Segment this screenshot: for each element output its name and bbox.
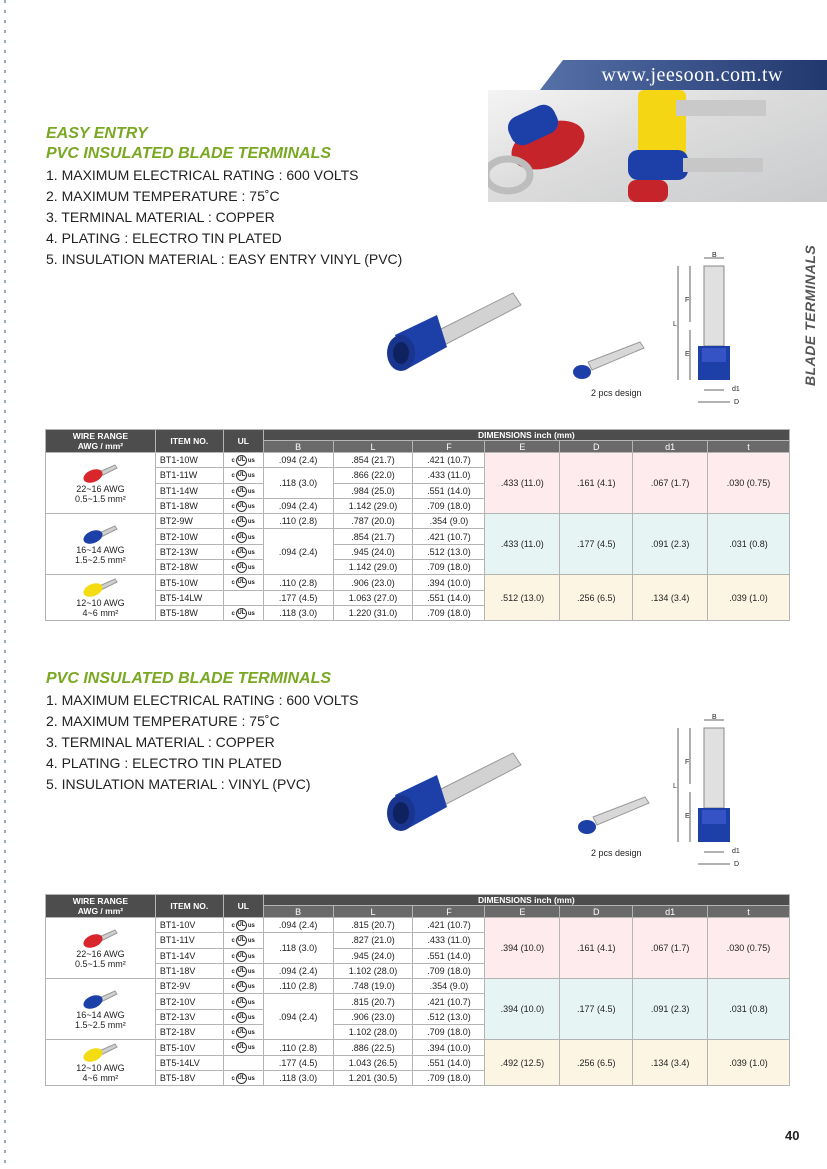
t-cell: .039 (1.0) (708, 575, 790, 621)
l-cell: .815 (20.7) (333, 918, 413, 933)
spec-table-standard (45, 894, 790, 1086)
d1-cell: .067 (1.7) (633, 918, 708, 979)
b-cell: .118 (3.0) (263, 1070, 333, 1085)
mm-range: 4~6 mm² (82, 608, 119, 619)
wire-range-cell (46, 453, 156, 514)
item-no-cell: BT1-11W (155, 468, 223, 483)
ul-listed-icon: c UL us (231, 1075, 255, 1083)
item-no-cell: BT2-10V (155, 994, 223, 1009)
header-f: F (413, 441, 485, 453)
item-no-cell: BT2-9W (155, 514, 223, 529)
spec-item: 5. INSULATION MATERIAL : EASY ENTRY VINYL (PVC) (46, 251, 403, 267)
two-piece-terminal-image (575, 795, 655, 845)
spec-item: 1. MAXIMUM ELECTRICAL RATING : 600 VOLTS (46, 692, 359, 708)
header-e: E (485, 441, 560, 453)
ul-cell (223, 514, 263, 529)
yellow-terminal-icon (81, 577, 119, 597)
ul-cell (223, 483, 263, 498)
header-d1: d1 (633, 441, 708, 453)
ul-listed-icon: c UL us (231, 610, 255, 618)
ul-listed-icon: c UL us (231, 548, 255, 556)
ul-cell (223, 605, 263, 620)
two-piece-caption: 2 pcs design (591, 848, 642, 858)
ul-listed-icon: c UL us (231, 564, 255, 572)
ul-listed-icon: c UL us (231, 1044, 255, 1052)
header-ul: UL (223, 895, 263, 918)
b-cell: .177 (4.5) (263, 590, 333, 605)
d-cell: .256 (6.5) (560, 1040, 633, 1086)
item-no-cell: BT5-18W (155, 605, 223, 620)
wire-range-cell (46, 514, 156, 575)
ul-cell (223, 1025, 263, 1040)
e-cell: .492 (12.5) (485, 1040, 560, 1086)
d1-cell: .134 (3.4) (633, 1040, 708, 1086)
spec-item: 2. MAXIMUM TEMPERATURE : 75˚C (46, 713, 280, 729)
l-cell: 1.043 (26.5) (333, 1055, 413, 1070)
b-cell: .094 (2.4) (263, 994, 333, 1040)
f-cell: .512 (13.0) (413, 1009, 485, 1024)
header-d1: d1 (633, 906, 708, 918)
header-dimensions: DIMENSIONS inch (mm) (263, 895, 789, 906)
b-cell: .177 (4.5) (263, 1055, 333, 1070)
e-cell: .394 (10.0) (485, 979, 560, 1040)
d-cell: .177 (4.5) (560, 514, 633, 575)
ul-listed-icon: c UL us (231, 1013, 255, 1021)
wire-range-cell (46, 979, 156, 1040)
wire-range-cell (46, 575, 156, 621)
d1-cell: .091 (2.3) (633, 979, 708, 1040)
f-cell: .551 (14.0) (413, 1055, 485, 1070)
f-cell: .433 (11.0) (413, 933, 485, 948)
ul-listed-icon: c UL us (231, 1029, 255, 1037)
item-no-cell: BT1-14V (155, 948, 223, 963)
item-no-cell: BT2-9V (155, 979, 223, 994)
header-b: B (263, 441, 333, 453)
ul-cell (223, 979, 263, 994)
ul-cell (223, 453, 263, 468)
d-cell: .161 (4.1) (560, 453, 633, 514)
b-cell: .110 (2.8) (263, 575, 333, 590)
f-cell: .551 (14.0) (413, 483, 485, 498)
dim-b-label: B (712, 714, 717, 721)
awg-range: 12~10 AWG (76, 598, 125, 609)
l-cell: 1.142 (29.0) (333, 560, 413, 575)
section1-title: PVC INSULATED BLADE TERMINALS (46, 145, 332, 162)
page-number: 40 (785, 1128, 800, 1143)
header-f: F (413, 906, 485, 918)
table-row (46, 514, 790, 529)
spec-table-easy-entry (45, 429, 790, 621)
spec-item: 4. PLATING : ELECTRO TIN PLATED (46, 230, 282, 246)
l-cell: 1.063 (27.0) (333, 590, 413, 605)
b-cell: .094 (2.4) (263, 963, 333, 978)
mm-range: 1.5~2.5 mm² (75, 554, 126, 565)
item-no-cell: BT1-10V (155, 918, 223, 933)
website-banner (540, 60, 827, 90)
b-cell: .094 (2.4) (263, 918, 333, 933)
d-cell: .161 (4.1) (560, 918, 633, 979)
header-d: D (560, 441, 633, 453)
b-cell: .110 (2.8) (263, 514, 333, 529)
two-piece-caption: 2 pcs design (591, 388, 642, 398)
f-cell: .709 (18.0) (413, 560, 485, 575)
item-no-cell: BT2-18W (155, 560, 223, 575)
f-cell: .354 (9.0) (413, 514, 485, 529)
ul-cell (223, 529, 263, 544)
table-row (46, 918, 790, 933)
f-cell: .421 (10.7) (413, 918, 485, 933)
dimension-diagram (668, 712, 758, 877)
item-no-cell: BT5-10W (155, 575, 223, 590)
dim-f-label: F (685, 759, 690, 766)
l-cell: .787 (20.0) (333, 514, 413, 529)
f-cell: .709 (18.0) (413, 605, 485, 620)
awg-range: 12~10 AWG (76, 1063, 125, 1074)
item-no-cell: BT1-18V (155, 963, 223, 978)
ul-cell (223, 1009, 263, 1024)
f-cell: .709 (18.0) (413, 498, 485, 513)
blue-terminal-icon (81, 989, 119, 1009)
e-cell: .433 (11.0) (485, 514, 560, 575)
table-row (46, 575, 790, 590)
f-cell: .421 (10.7) (413, 994, 485, 1009)
header-t: t (708, 441, 790, 453)
header-dimensions: DIMENSIONS inch (mm) (263, 430, 789, 441)
f-cell: .709 (18.0) (413, 1070, 485, 1085)
f-cell: .421 (10.7) (413, 453, 485, 468)
f-cell: .394 (10.0) (413, 1040, 485, 1055)
item-no-cell: BT2-13W (155, 544, 223, 559)
website-url[interactable]: www.jeesoon.com.tw (601, 64, 783, 86)
f-cell: .512 (13.0) (413, 544, 485, 559)
ul-listed-icon: c UL us (231, 952, 255, 960)
item-no-cell: BT5-14LW (155, 590, 223, 605)
ul-cell (223, 994, 263, 1009)
l-cell: .906 (23.0) (333, 575, 413, 590)
ul-cell (223, 544, 263, 559)
b-cell: .118 (3.0) (263, 468, 333, 499)
dim-l-label: L (673, 321, 677, 328)
ul-listed-icon: c UL us (231, 922, 255, 930)
l-cell: .866 (22.0) (333, 468, 413, 483)
d1-cell: .134 (3.4) (633, 575, 708, 621)
l-cell: .906 (23.0) (333, 1009, 413, 1024)
dim-d-label: D (734, 399, 740, 406)
e-cell: .394 (10.0) (485, 918, 560, 979)
header-d: D (560, 906, 633, 918)
dim-d-label: D (734, 861, 740, 868)
header-t: t (708, 906, 790, 918)
f-cell: .551 (14.0) (413, 948, 485, 963)
red-terminal-icon (81, 928, 119, 948)
b-cell: .094 (2.4) (263, 453, 333, 468)
header-e: E (485, 906, 560, 918)
ul-cell (223, 468, 263, 483)
ul-listed-icon: c UL us (231, 457, 255, 465)
dim-e-label: E (685, 813, 690, 820)
mm-range: 0.5~1.5 mm² (75, 958, 126, 969)
awg-range: 16~14 AWG (76, 1009, 125, 1020)
spec-item: 1. MAXIMUM ELECTRICAL RATING : 600 VOLTS (46, 167, 359, 183)
dim-d1-label: d1 (732, 386, 740, 393)
product-photo (488, 90, 827, 202)
ul-cell (223, 918, 263, 933)
header-ul: UL (223, 430, 263, 453)
l-cell: 1.102 (28.0) (333, 963, 413, 978)
blue-terminal-icon (81, 524, 119, 544)
item-no-cell: BT1-11V (155, 933, 223, 948)
spec-item: 3. TERMINAL MATERIAL : COPPER (46, 209, 275, 225)
e-cell: .512 (13.0) (485, 575, 560, 621)
b-cell: .094 (2.4) (263, 498, 333, 513)
header-wire-range: WIRE RANGE AWG / mm² (46, 430, 156, 453)
two-piece-terminal-image (570, 340, 650, 390)
header-l: L (333, 441, 413, 453)
dimension-diagram (668, 250, 758, 415)
header-b: B (263, 906, 333, 918)
f-cell: .394 (10.0) (413, 575, 485, 590)
blade-terminal-image (385, 285, 535, 390)
blade-terminal-image (385, 745, 535, 850)
table-row (46, 453, 790, 468)
spec-item: 4. PLATING : ELECTRO TIN PLATED (46, 755, 282, 771)
section1-spec-list (46, 165, 402, 270)
wire-range-cell (46, 918, 156, 979)
yellow-terminal-icon (81, 1042, 119, 1062)
b-cell: .118 (3.0) (263, 605, 333, 620)
b-cell: .094 (2.4) (263, 529, 333, 575)
e-cell: .433 (11.0) (485, 453, 560, 514)
spec-item: 5. INSULATION MATERIAL : VINYL (PVC) (46, 776, 311, 792)
ul-cell (223, 1040, 263, 1055)
f-cell: .421 (10.7) (413, 529, 485, 544)
l-cell: .854 (21.7) (333, 529, 413, 544)
ul-listed-icon: c UL us (231, 983, 255, 991)
d1-cell: .091 (2.3) (633, 514, 708, 575)
ul-cell (223, 933, 263, 948)
ul-listed-icon: c UL us (231, 533, 255, 541)
ul-listed-icon: c UL us (231, 503, 255, 511)
dim-b-label: B (712, 252, 717, 259)
table-row (46, 979, 790, 994)
ul-cell (223, 498, 263, 513)
binding-holes (4, 0, 6, 1169)
d-cell: .177 (4.5) (560, 979, 633, 1040)
l-cell: .886 (22.5) (333, 1040, 413, 1055)
l-cell: .748 (19.0) (333, 979, 413, 994)
mm-range: 4~6 mm² (82, 1073, 119, 1084)
t-cell: .039 (1.0) (708, 1040, 790, 1086)
ul-listed-icon: c UL us (231, 998, 255, 1006)
ul-cell (223, 1055, 263, 1070)
l-cell: .854 (21.7) (333, 453, 413, 468)
table-row (46, 1040, 790, 1055)
ul-listed-icon: c UL us (231, 487, 255, 495)
ul-cell (223, 590, 263, 605)
ul-cell (223, 963, 263, 978)
item-no-cell: BT2-13V (155, 1009, 223, 1024)
f-cell: .433 (11.0) (413, 468, 485, 483)
dim-e-label: E (685, 351, 690, 358)
l-cell: 1.102 (28.0) (333, 1025, 413, 1040)
spec-item: 2. MAXIMUM TEMPERATURE : 75˚C (46, 188, 280, 204)
dim-f-label: F (685, 297, 690, 304)
l-cell: .815 (20.7) (333, 994, 413, 1009)
header-item-no: ITEM NO. (155, 430, 223, 453)
t-cell: .031 (0.8) (708, 514, 790, 575)
ul-listed-icon: c UL us (231, 937, 255, 945)
awg-range: 22~16 AWG (76, 483, 125, 494)
ul-listed-icon: c UL us (231, 518, 255, 526)
mm-range: 1.5~2.5 mm² (75, 1019, 126, 1030)
section2-title: PVC INSULATED BLADE TERMINALS (46, 670, 332, 687)
red-terminal-icon (81, 463, 119, 483)
ul-cell (223, 560, 263, 575)
b-cell: .110 (2.8) (263, 1040, 333, 1055)
item-no-cell: BT2-18V (155, 1025, 223, 1040)
section2-spec-list (46, 690, 358, 795)
item-no-cell: BT1-10W (155, 453, 223, 468)
ul-listed-icon: c UL us (231, 579, 255, 587)
ul-listed-icon: c UL us (231, 968, 255, 976)
ul-cell (223, 948, 263, 963)
l-cell: 1.220 (31.0) (333, 605, 413, 620)
item-no-cell: BT2-10W (155, 529, 223, 544)
f-cell: .709 (18.0) (413, 1025, 485, 1040)
item-no-cell: BT5-14LV (155, 1055, 223, 1070)
item-no-cell: BT5-10V (155, 1040, 223, 1055)
wire-range-cell (46, 1040, 156, 1086)
dim-l-label: L (673, 783, 677, 790)
l-cell: .984 (25.0) (333, 483, 413, 498)
d1-cell: .067 (1.7) (633, 453, 708, 514)
side-section-label: BLADE TERMINALS (802, 244, 818, 386)
l-cell: 1.142 (29.0) (333, 498, 413, 513)
l-cell: .945 (24.0) (333, 948, 413, 963)
header-l: L (333, 906, 413, 918)
header-wire-range: WIRE RANGE AWG / mm² (46, 895, 156, 918)
item-no-cell: BT1-18W (155, 498, 223, 513)
f-cell: .551 (14.0) (413, 590, 485, 605)
awg-range: 16~14 AWG (76, 544, 125, 555)
t-cell: .030 (0.75) (708, 453, 790, 514)
item-no-cell: BT1-14W (155, 483, 223, 498)
item-no-cell: BT5-18V (155, 1070, 223, 1085)
b-cell: .110 (2.8) (263, 979, 333, 994)
ul-cell (223, 1070, 263, 1085)
d-cell: .256 (6.5) (560, 575, 633, 621)
l-cell: 1.201 (30.5) (333, 1070, 413, 1085)
section1-subtitle: EASY ENTRY (46, 125, 148, 142)
spec-item: 3. TERMINAL MATERIAL : COPPER (46, 734, 275, 750)
dim-d1-label: d1 (732, 848, 740, 855)
ul-cell (223, 575, 263, 590)
header-item-no: ITEM NO. (155, 895, 223, 918)
mm-range: 0.5~1.5 mm² (75, 493, 126, 504)
t-cell: .031 (0.8) (708, 979, 790, 1040)
f-cell: .354 (9.0) (413, 979, 485, 994)
f-cell: .709 (18.0) (413, 963, 485, 978)
l-cell: .827 (21.0) (333, 933, 413, 948)
t-cell: .030 (0.75) (708, 918, 790, 979)
ul-listed-icon: c UL us (231, 472, 255, 480)
awg-range: 22~16 AWG (76, 948, 125, 959)
l-cell: .945 (24.0) (333, 544, 413, 559)
b-cell: .118 (3.0) (263, 933, 333, 964)
